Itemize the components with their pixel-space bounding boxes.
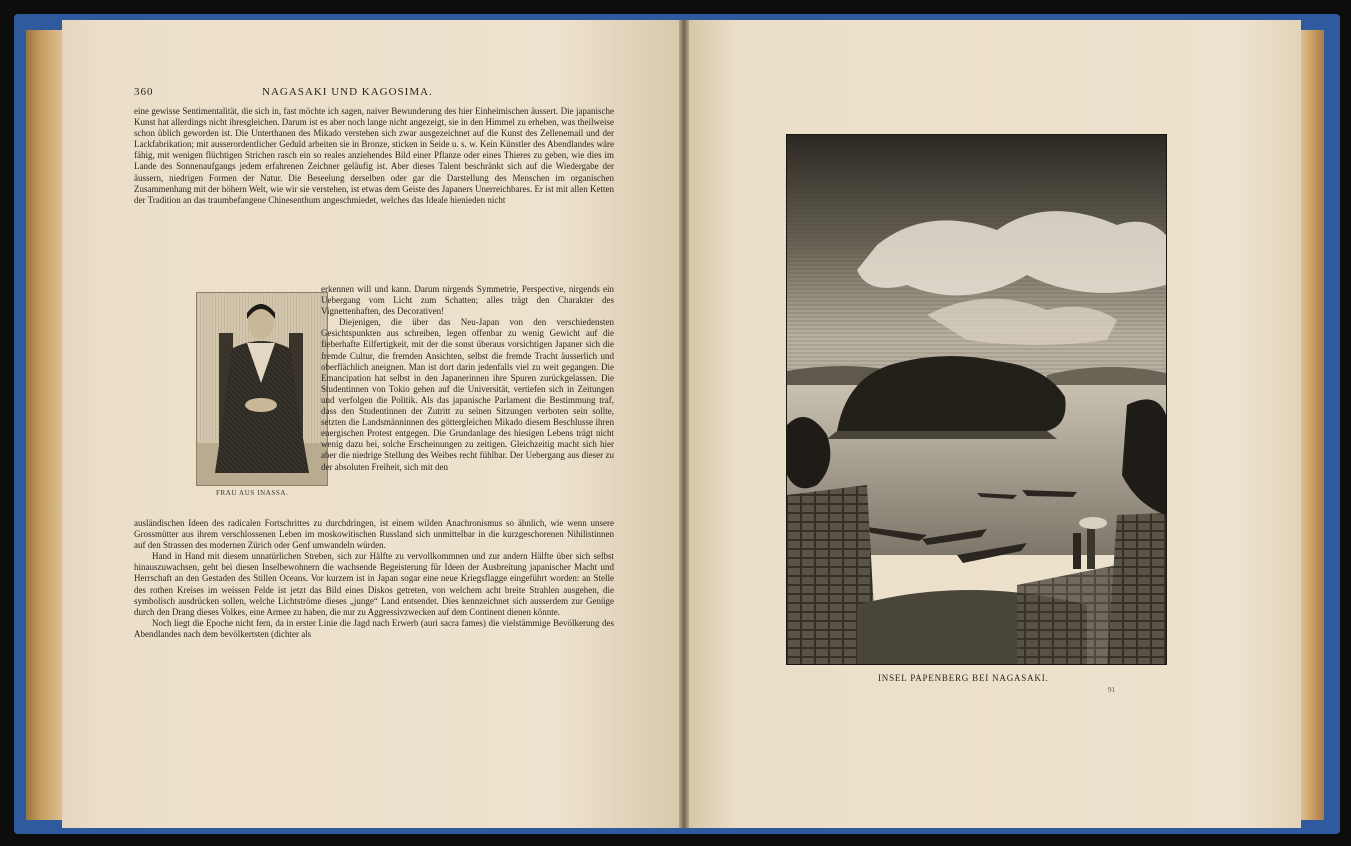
signature-mark: 91 bbox=[1108, 686, 1115, 694]
page-number: 360 bbox=[134, 86, 154, 98]
portrait-illustration bbox=[196, 292, 328, 486]
body-text-right-column bbox=[321, 284, 614, 473]
portrait-drawing bbox=[197, 293, 327, 485]
body-text-top bbox=[134, 106, 614, 206]
page-header bbox=[0, 86, 1351, 100]
paragraph: erkennen will und kann. Darum nirgends Symmetrie, Perspective, nirgends ein Uebergang vom Licht zum Schatten; alles trägt den Charakter des Vignettenhaften, des Decorativen! bbox=[321, 284, 614, 317]
portrait-caption: FRAU AUS INASSA. bbox=[216, 489, 289, 497]
paragraph: ausländischen Ideen des radicalen Fortschrittes zu durchdringen, ist einem wilden Anachronismus so ähnlich, wie wenn unsere Grossmütter aus ihrem verschlossenen Leben im moskowitischen Russland sich unmittelbar in die kurzgeschorenen Nihilistinnen auf den Strassen des modernen Zürich oder Genf umwandeln würden. bbox=[134, 518, 614, 551]
body-text-bottom bbox=[134, 518, 614, 640]
landscape-engraving bbox=[786, 134, 1167, 665]
engraving-drawing bbox=[787, 135, 1166, 664]
paragraph: eine gewisse Sentimentalität, die sich in, fast möchte ich sagen, naiver Bewunderung des hier Einheimischen äussert. Die japanische Kunst hat allerdings nicht ihresgleichen. Darum ist es aber noch lange nicht angezeigt, sie in den Himmel zu erheben, was theilweise schon üblich geworden ist. Die Unterthanen des Mikado verstehen sich zwar ausgezeichnet auf die Kunst des Zellenemail und der Lackfabrikation; mit ausserordentlicher Geduld arbeiten sie in Bronze, sticken in Seide u. s. w. Kein Künstler des Abendlandes wäre fähig, mit wenigen flüchtigen Strichen rasch ein so reales anziehendes Bild einer Pflanze oder eines Thieres zu geben, wie dies im Lande des Sonnenaufgangs jedem erfahrenen Zeichner geläufig ist. Aber dieses Talent beschränkt sich auf die Wiedergabe der äussern, niedrigen Formen der Natur. Die Beseelung derselben oder gar die Darstellung des Menschen im organischen Zusammenhang mit der höhern Welt, wie wir sie verstehen, ist etwas dem Geiste des Japaners Unerreichbares. Er ist mit allen Ketten der Tradition an das traumbefangene Chinesenthum angeschmiedet, welches das Ideale hienieden nicht bbox=[134, 106, 614, 205]
paragraph: Diejenigen, die über das Neu-Japan von den verschiedensten Gesichtspunkten aus schreiben, legen offenbar zu wenig Gewicht auf die fieberhafte Eilfertigkeit, mit der die sonst überaus vorsichtigen Japaner sich die fremde Cultur, die fremden Ansichten, selbst die fremde Tracht äusserlich und oberflächlich aneignen. Man ist dort darin jedenfalls viel zu weit gegangen. Die Emancipation hat selbst in den Japanerinnen ihre Spuren zurückgelassen. Die Studentinnen von Tokio gehen auf die Universität, vertiefen sich in Zeitungen und verfolgen die Politik. Als das japanische Parlament die Bestimmung traf, dass den Studentinnen der Zutritt zu seinen Sitzungen verboten sein sollte, setzten die Landsmänninnen des göttergleichen Mikado diesem Beschlusse ihren energischen Protest entgegen. Die Grundanlage des hiesigen Lebens trägt nicht wenig dazu bei, solche Erscheinungen zu zeitigen. Gleichzeitig macht sich hier aber die niedrige Stellung des Weibes recht fühlbar. Der Uebergang aus dieser zu der absoluten Freiheit, sich mit den bbox=[321, 317, 614, 472]
book-gutter bbox=[679, 20, 689, 828]
engraving-caption: INSEL PAPENBERG BEI NAGASAKI. bbox=[878, 673, 1049, 683]
paragraph: Noch liegt die Epoche nicht fern, da in erster Linie die Jagd nach Erwerb (auri sacra fames) die vielstämmige Bevölkerung des Abendlandes nach dem bevölkertsten (dichter als bbox=[134, 617, 614, 639]
running-title: NAGASAKI UND KAGOSIMA. bbox=[262, 86, 433, 98]
paragraph: Hand in Hand mit diesem unnatürlichen Streben, sich zur Hälfte zu vervollkommnen und zur andern Hälfte über sich selbst hinauszuwachsen, geht bei diesen Inselbewohnern die wachsende Begeisterung für Ideen der Ausbreitung japanischer Macht und Herrschaft an den Gestaden des Stillen Oceans. Vor kurzem ist in Japan sogar eine neue Kriegsflagge eingeführt worden: an Stelle des rothen Kreises im weissen Felde ist jetzt das Bild eines Diskos getreten, von welchem acht breite Strahlen ausgehen, die symbolisch ausdrücken sollen, welche Lichtströme dieses „junge“ Land entsendet. Dies kennzeichnet sich ausserdem zur Genüge durch den Drang dieses Volkes, eine Armee zu haben, die nur zu Aggressivzwecken auf dem Continent dienen könnte. bbox=[134, 551, 614, 617]
